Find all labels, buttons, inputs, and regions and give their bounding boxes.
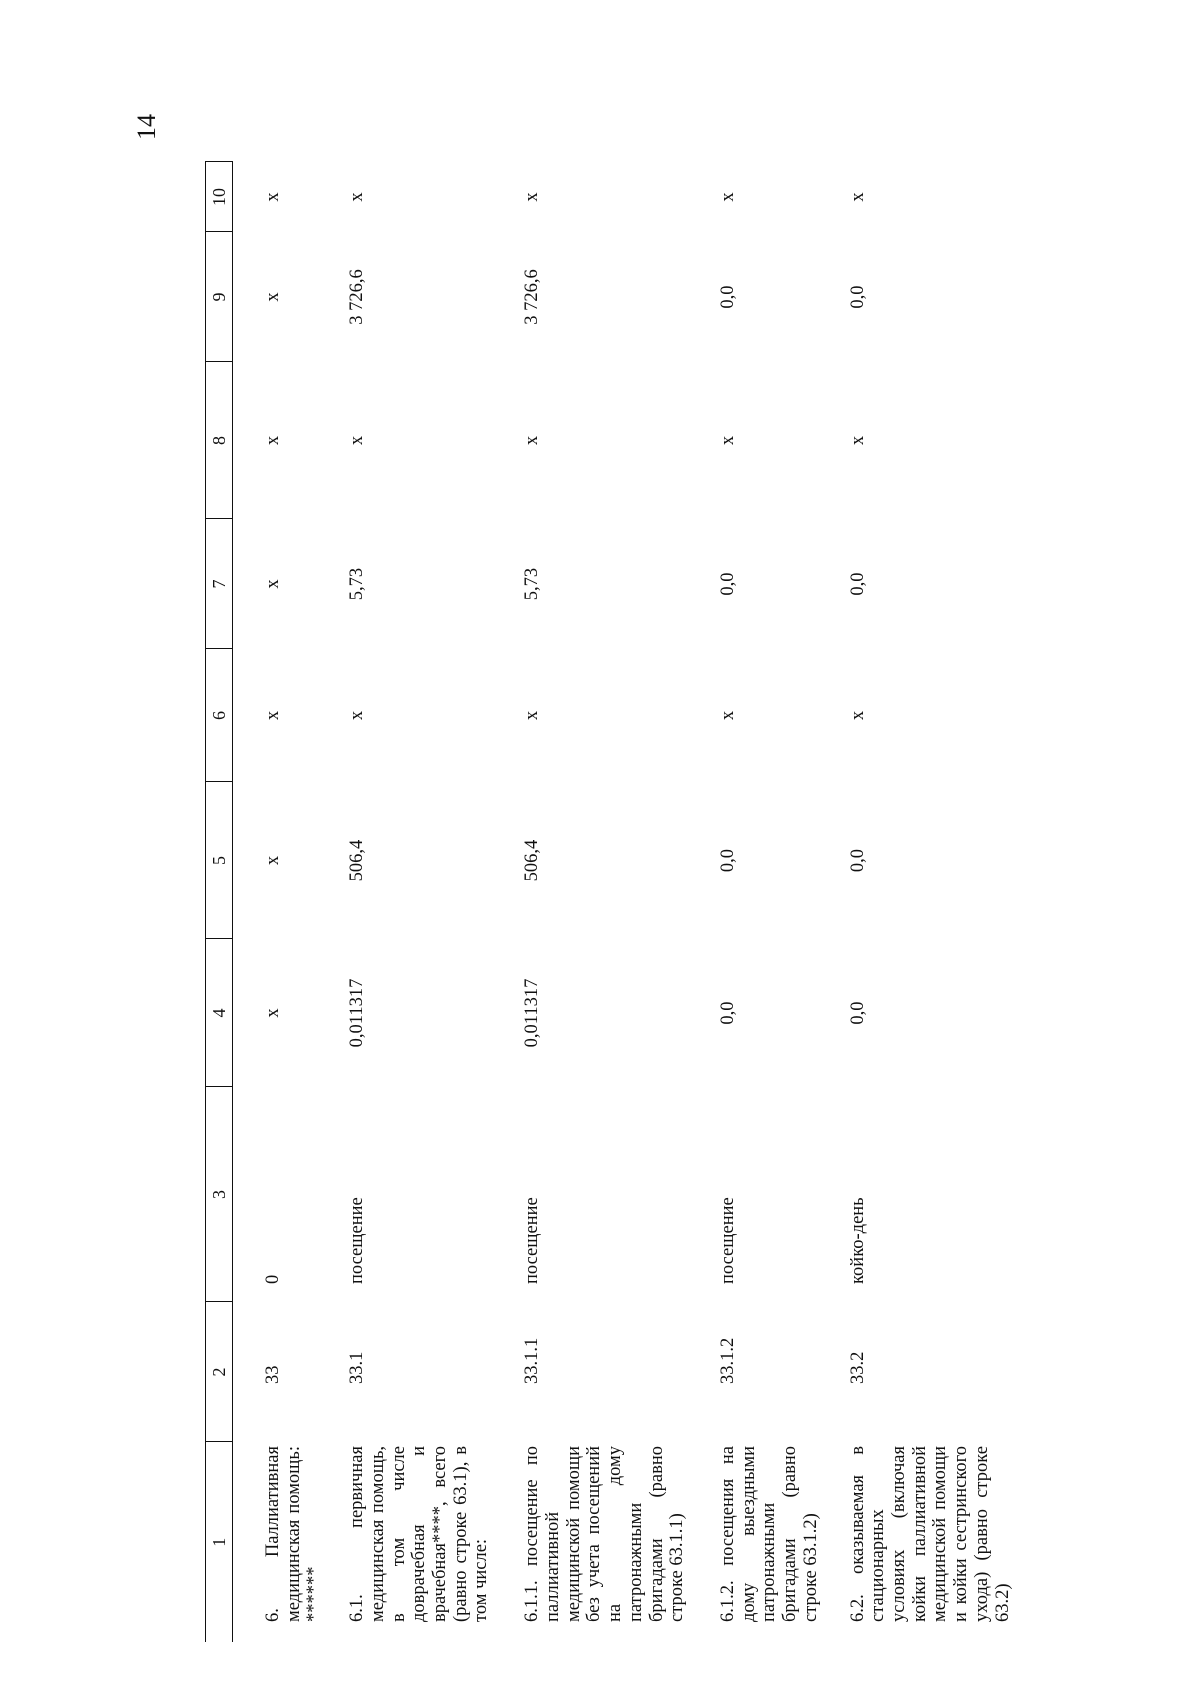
cell-col-8: x (522, 435, 543, 446)
row-description: 6.1.1. посещение по паллиативной медицинской помощи без учета посещений на дому патронажными бригадами (равно строке 63.1.1) (522, 1446, 688, 1622)
table-row (233, 162, 336, 1642)
table-row (706, 162, 836, 1642)
cell-col-5: 506,4 (347, 839, 368, 882)
cell-col-6: x (522, 710, 543, 721)
table-row (836, 162, 1028, 1642)
cell-col-8: x (717, 435, 738, 446)
cell-col-9: 3 726,6 (522, 269, 543, 325)
row-line-number: 33.1.1 (522, 1337, 543, 1384)
row-line-number: 33.1.2 (717, 1337, 738, 1384)
row-description: 6.2. оказываемая в стационарных условиях (включая койки паллиативной медицинской помощи и койки сестринского ухода) (равно строке 63.2) (847, 1446, 1013, 1622)
column-header: 5 (206, 782, 233, 939)
cell-col-8: x (347, 435, 368, 446)
row-line-number: 33.2 (847, 1351, 868, 1384)
cell-col-9: 0,0 (847, 285, 868, 309)
cell-col-7: 5,73 (522, 567, 543, 601)
column-header: 9 (206, 232, 233, 362)
rotated-table-sheet (50, 162, 1140, 1642)
cell-col-4: 0,011317 (522, 978, 543, 1048)
cell-col-10: x (263, 192, 283, 202)
cell-col-4: 0,0 (847, 1001, 868, 1025)
row-line-number: 33.1 (347, 1351, 368, 1384)
row-line-number: 33 (263, 1365, 283, 1384)
row-description: 6. Паллиативная медицинская помощь: ****** (263, 1446, 325, 1622)
cell-col-5: 0,0 (717, 848, 738, 873)
row-unit: посещение (347, 1197, 368, 1284)
cell-col-4: 0,0 (717, 1001, 738, 1025)
column-header: 3 (206, 1087, 233, 1302)
cell-col-6: x (347, 710, 368, 721)
cell-col-10: x (347, 192, 368, 202)
cell-col-7: 0,0 (847, 572, 868, 596)
cell-col-7: 5,73 (347, 567, 368, 601)
cell-col-6: x (263, 710, 283, 721)
cell-col-9: x (263, 292, 283, 302)
column-header: 8 (206, 362, 233, 519)
cell-col-5: x (263, 855, 283, 866)
column-header: 2 (206, 1302, 233, 1442)
column-header: 6 (206, 649, 233, 782)
cell-col-10: x (522, 192, 543, 202)
cell-col-6: x (717, 710, 738, 721)
row-unit: койко-день (847, 1197, 868, 1284)
row-unit: посещение (717, 1197, 738, 1284)
table-row (510, 162, 706, 1642)
cell-col-9: 3 726,6 (347, 269, 368, 325)
page-number: 14 (132, 114, 161, 140)
column-header: 7 (206, 519, 233, 649)
cell-col-8: x (263, 435, 283, 446)
column-header: 10 (206, 162, 233, 232)
header-row (206, 162, 233, 1642)
data-table (205, 162, 1027, 1643)
column-header: 4 (206, 939, 233, 1087)
cell-col-5: 506,4 (522, 839, 543, 882)
cell-col-4: 0,011317 (347, 978, 368, 1048)
cell-col-8: x (847, 435, 868, 446)
row-unit: посещение (522, 1197, 543, 1284)
cell-col-7: 0,0 (717, 572, 738, 596)
cell-col-4: x (263, 1008, 283, 1018)
cell-col-10: x (717, 192, 738, 202)
row-description: 6.1. первичная медицинская помощь, в том числе доврачебная и врачебная****, всего (равно строке 63.1), в том числе: (347, 1446, 492, 1622)
column-header: 1 (206, 1442, 233, 1642)
cell-col-6: x (847, 710, 868, 721)
cell-col-7: x (263, 579, 283, 589)
cell-col-9: 0,0 (717, 285, 738, 309)
cell-col-5: 0,0 (847, 848, 868, 873)
table-row (335, 162, 510, 1642)
row-unit: 0 (263, 1274, 283, 1284)
cell-col-10: x (847, 192, 868, 202)
row-description: 6.1.2. посещения на дому выездными патронажными бригадами (равно строке 63.1.2) (717, 1446, 821, 1622)
